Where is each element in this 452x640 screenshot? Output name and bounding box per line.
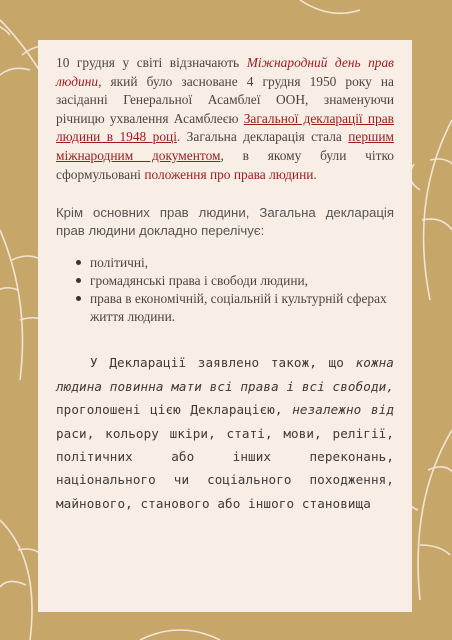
list-item-text: громадянські права і свободи людини, (90, 272, 309, 288)
decl-text-a: У Декларації заявлено також, що (90, 355, 356, 371)
decl-text-c: проголошені цією Декларацією, (56, 402, 293, 418)
bullet-icon (76, 296, 81, 301)
content-card (38, 40, 412, 612)
declaration-highlight: Загальної декларації прав людини в 1948 році (56, 110, 394, 145)
rights-list (56, 254, 394, 325)
first-document-highlight: першим міжнародним документом (56, 129, 394, 163)
list-item-text: політичні, (90, 255, 149, 271)
decl-emphasis-regardless: незалежно від (292, 402, 394, 418)
list-intro-paragraph: Крім основних прав людини, Загальна декларація прав людини докладно перелічує: (56, 205, 394, 239)
decl-emphasis-rights: кожна людина повинна мати всі права і всі свободи, (56, 355, 395, 394)
intro-text-a: 10 грудня у світі відзначають (56, 55, 247, 70)
bullet-icon (76, 278, 81, 283)
declaration-paragraph (56, 351, 394, 515)
intro-text-i: . (313, 166, 317, 182)
decl-text-e: раси, кольору шкіри, статі, мови, релігії, політичних або інших переконань, національного чи соціального походження, майнового, станового або іншого становища (56, 425, 394, 511)
intro-text-e: . Загальна декларація стала (176, 129, 349, 145)
intro-text-g: , в якому були чітко сформульовані (56, 147, 394, 182)
intro-paragraph (56, 54, 394, 184)
intro-text-c: , який було засноване 4 грудня 1950 року на засіданні Генеральної Асамблеї ООН, знаменуючи річницю ухвалення Асамблеєю (56, 73, 394, 126)
rights-provisions-highlight: положення про права людини (144, 166, 314, 182)
list-item (76, 254, 394, 272)
list-item (76, 290, 394, 326)
list-item-text: права в економічній, соціальній і культурній сферах життя людини. (90, 290, 387, 324)
list-item (76, 272, 394, 290)
bullet-icon (76, 260, 81, 265)
human-rights-day-link: Міжнародний день прав людини (56, 55, 394, 89)
